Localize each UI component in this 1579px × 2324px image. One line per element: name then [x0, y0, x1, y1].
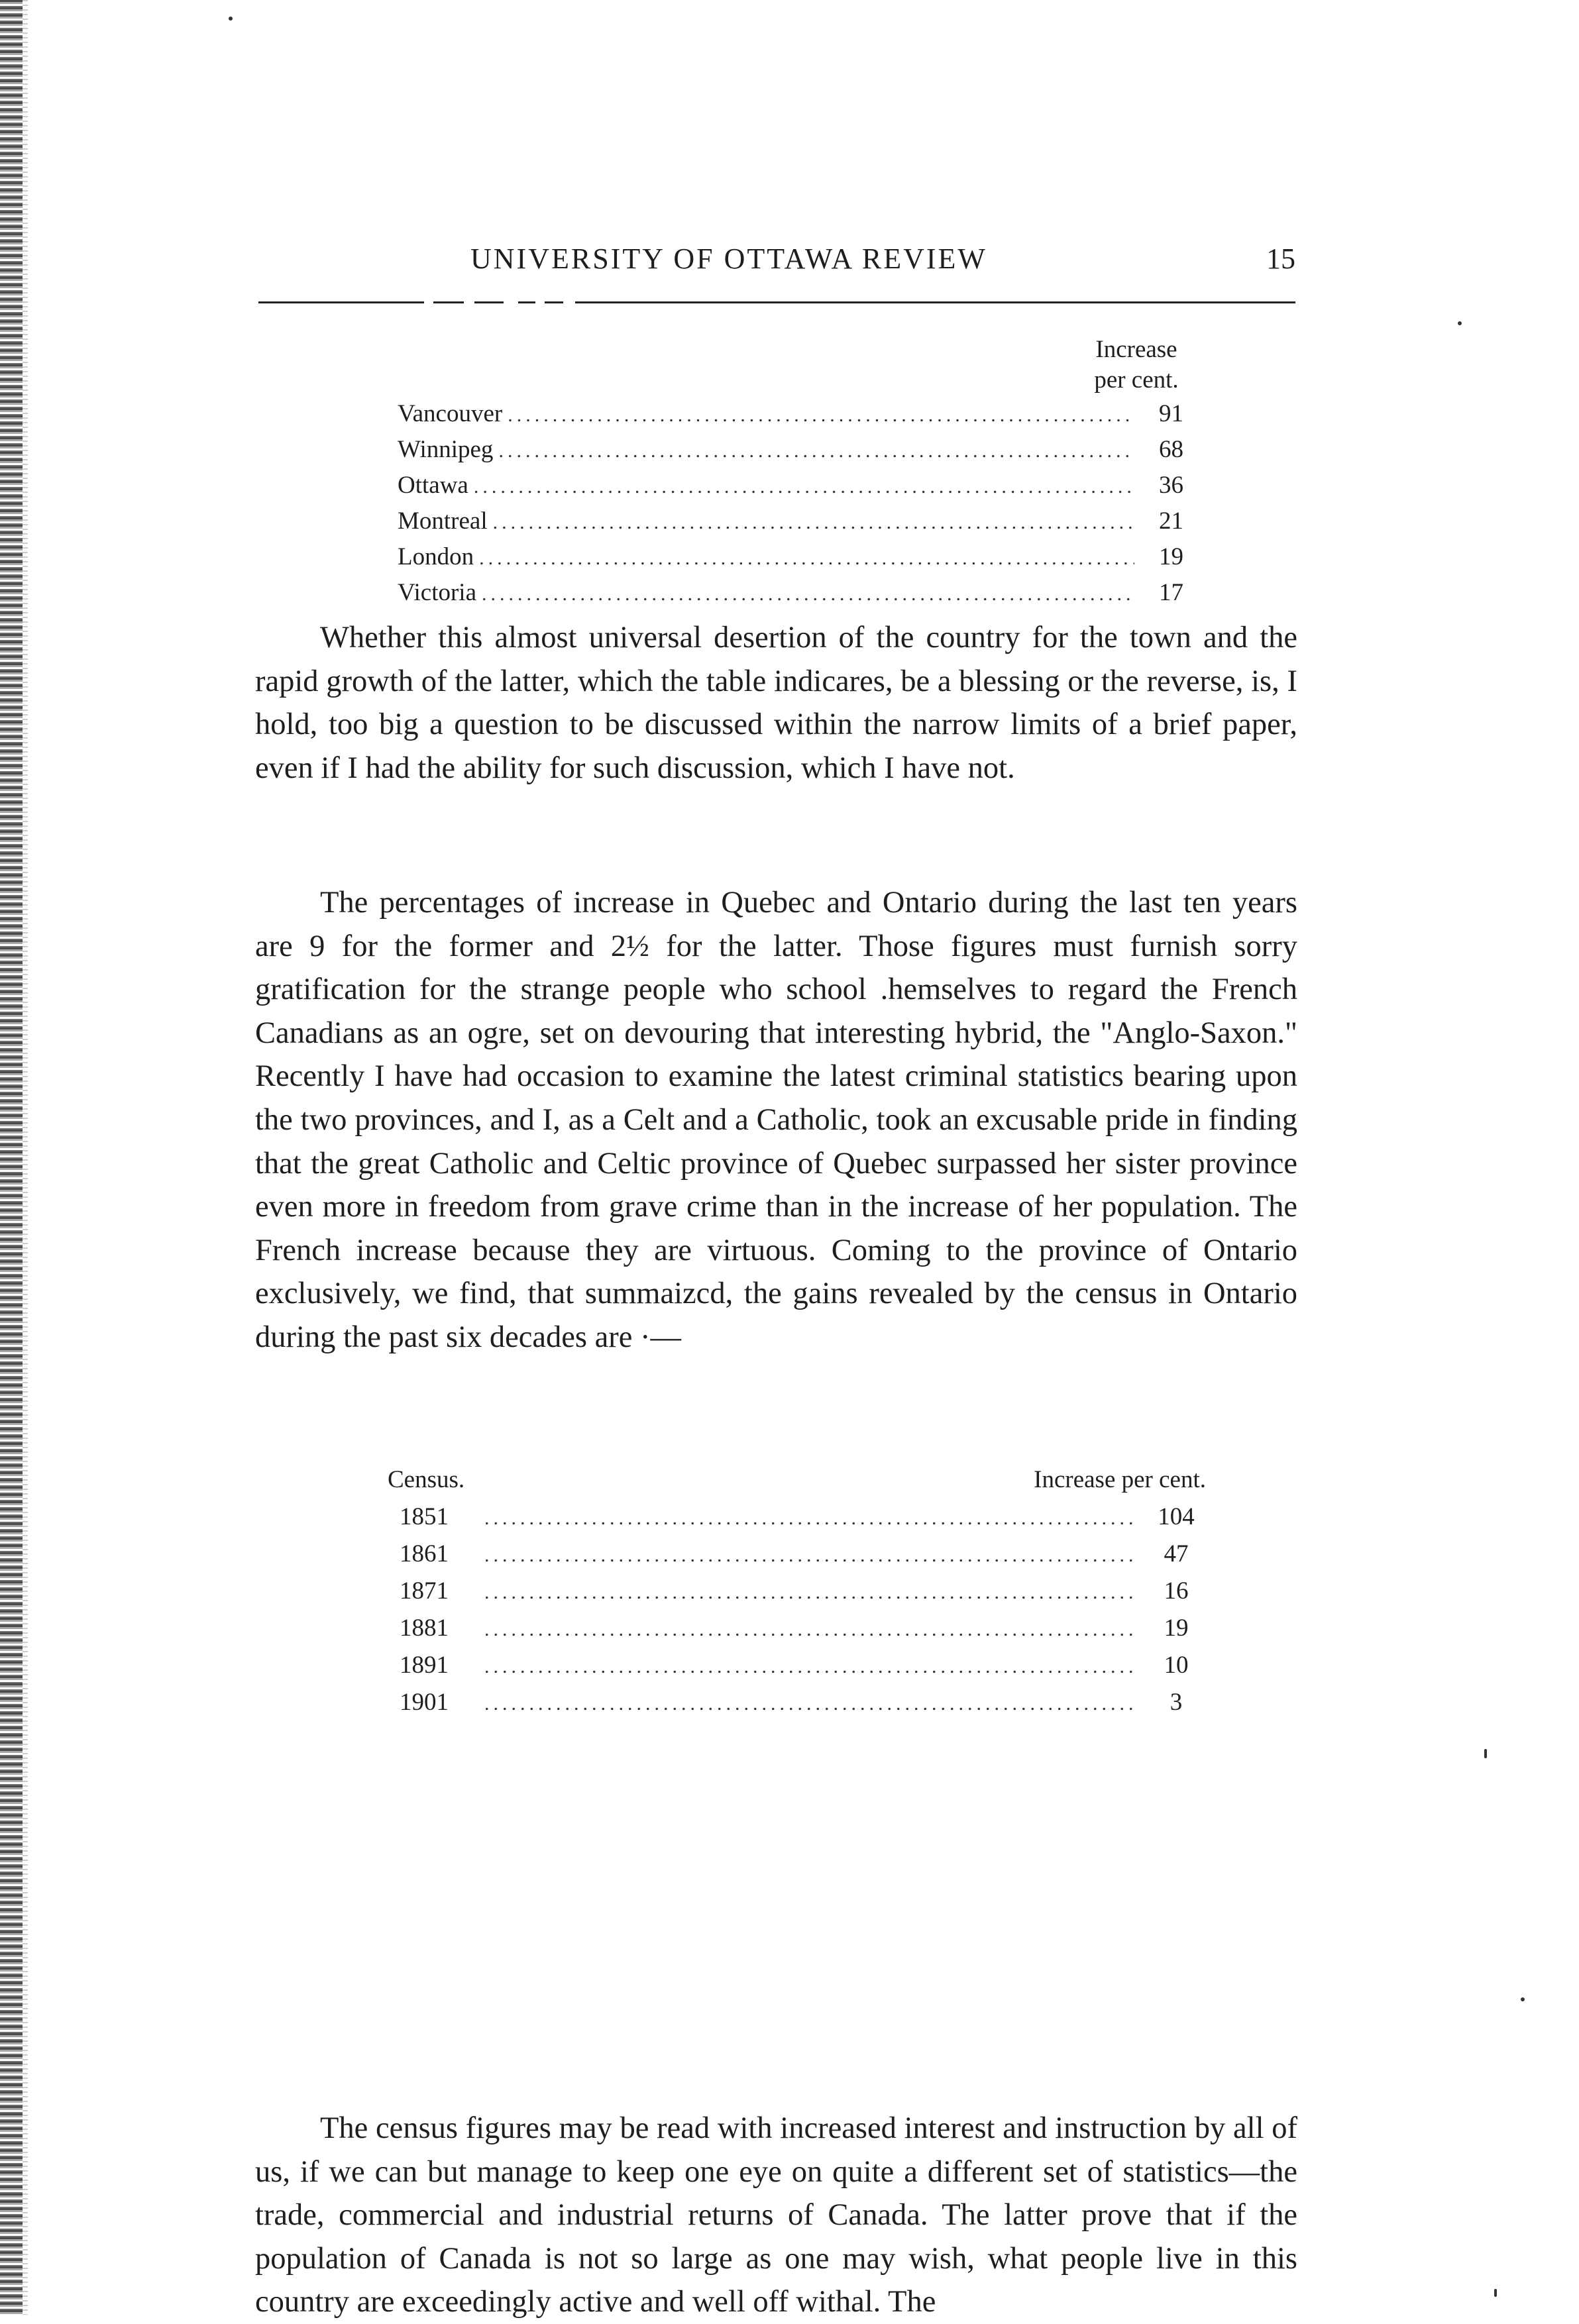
increase-value: 17 [1159, 579, 1183, 606]
leader-dots [484, 1544, 1137, 1567]
census-year: 1851 [400, 1503, 449, 1530]
table-row [388, 1540, 1206, 1577]
increase-value: 16 [1164, 1577, 1189, 1605]
increase-value: 19 [1164, 1614, 1189, 1642]
city-name: London [398, 543, 474, 570]
increase-value: 91 [1159, 400, 1183, 427]
leader-dots [484, 1581, 1137, 1604]
city-name: Winnipeg [398, 436, 494, 463]
header-rule [258, 301, 1295, 303]
census-year: 1901 [400, 1689, 449, 1716]
leader-dots [508, 404, 1134, 427]
leader-dots [484, 1618, 1137, 1641]
increase-value: 10 [1164, 1652, 1189, 1679]
leader-dots [479, 547, 1134, 570]
leader-dots [484, 1693, 1137, 1715]
leader-dots [474, 476, 1134, 498]
body-paragraph: Whether this almost universal desertion of the country for the town and the rapid growth of the latter, which the table indicares, be a blessing or the reverse, is, I hold, too big a question to be discussed within the narrow limits of a brief paper, even if I had the ability for such discussion, which I have not. [255, 621, 1297, 785]
city-name: Montreal [398, 507, 488, 535]
scan-binding-edge [0, 0, 23, 2315]
city-name: Ottawa [398, 472, 468, 499]
increase-value: 68 [1159, 436, 1183, 463]
increase-value: 3 [1170, 1689, 1183, 1716]
table-row [388, 1651, 1206, 1688]
increase-value: 19 [1159, 543, 1183, 570]
city-name: Victoria [398, 579, 477, 606]
ontario-census-table [388, 1465, 1206, 1725]
table-row [398, 543, 1203, 578]
leader-dots [484, 1507, 1137, 1530]
increase-value: 47 [1164, 1540, 1189, 1567]
leader-dots [484, 1656, 1137, 1678]
table-header [388, 1465, 1206, 1503]
increase-value: 36 [1159, 472, 1183, 499]
table-row [388, 1614, 1206, 1651]
scan-speck [1521, 1997, 1525, 2001]
scan-speck [1484, 1749, 1487, 1758]
leader-dots [498, 440, 1134, 462]
table-row [388, 1577, 1206, 1614]
table-row [388, 1503, 1206, 1540]
leader-dots [493, 511, 1134, 534]
table-row [398, 507, 1203, 543]
table-header: Increase per cent. [1094, 336, 1179, 394]
scan-speck [229, 17, 233, 21]
body-paragraph: The percentages of increase in Quebec and Ontario during the last ten years are 9 for the former and 2½ for the latter. Those figures must furnish sorry gratification for the strange people who school .hemselves to regard the French Canadians as an ogre, set on devouring that interesting hybrid, the "Anglo-Saxon." Recently I have had occasion to examine the latest criminal statistics bearing upon the two provinces, and I, as a Celt and a Catholic, took an excusable pride in finding that the great Catholic and Celtic province of Quebec surpassed her sister province even more in freedom from grave crime than in the increase of her population. The French increase because they are virtuous. Coming to the province of Ontario exclusively, we find, that summaizcd, the gains revealed by the census in Ontario during the past six decades are ·— [255, 886, 1297, 1354]
table-row [398, 578, 1203, 614]
running-title: UNIVERSITY OF OTTAWA REVIEW [470, 242, 987, 275]
increase-value: 104 [1158, 1503, 1195, 1530]
table-row [398, 471, 1203, 507]
body-paragraph: The census figures may be read with increased interest and instruction by all of us, if we can but manage to keep one eye on quite a different set of statistics—the trade, commercial and industrial returns of Canada. The latter prove that if the population of Canada is not so large as one may wish, what people live in this country are exceedingly active and well off withal. The [255, 2111, 1297, 2319]
page-number: 15 [1266, 242, 1295, 275]
scan-speck [1494, 2289, 1497, 2297]
page-header [470, 242, 1295, 282]
table-row [398, 399, 1203, 435]
scan-speck [1458, 321, 1462, 325]
leader-dots [482, 583, 1134, 606]
census-year: 1881 [400, 1614, 449, 1642]
city-name: Vancouver [398, 400, 503, 427]
table-row [388, 1688, 1206, 1725]
census-year: 1871 [400, 1577, 449, 1605]
increase-value: 21 [1159, 507, 1183, 535]
census-year: 1861 [400, 1540, 449, 1567]
census-year: 1891 [400, 1652, 449, 1679]
census-column-header: Census. [388, 1466, 465, 1493]
table-row [398, 435, 1203, 471]
increase-column-header: Increase per cent. [1034, 1466, 1206, 1493]
